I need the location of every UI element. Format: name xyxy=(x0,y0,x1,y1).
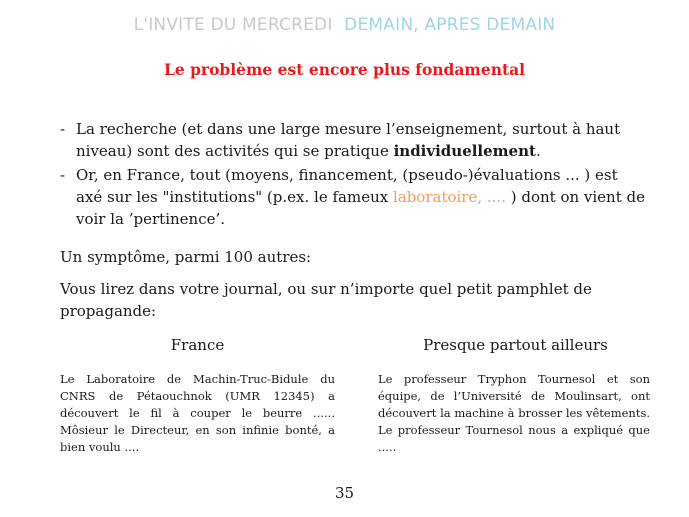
bullet-highlight: laboratoire, .... xyxy=(392,188,506,206)
bullet-text-end: ) dont on vient de voir la ’pertinence’. xyxy=(76,188,645,228)
bullet-item xyxy=(60,164,645,230)
column-title-france: France xyxy=(170,336,225,354)
header-right-label: DEMAIN, APRES DEMAIN xyxy=(344,15,556,35)
slide-header xyxy=(0,15,689,35)
bullet-text-end: . xyxy=(535,142,541,160)
page-number: 35 xyxy=(334,484,355,502)
column-title-elsewhere: Presque partout ailleurs xyxy=(423,336,608,354)
bullet-text: La recherche (et dans une large mesure l’enseignement, surtout à haut niveau) sont des activités qui se pratique xyxy=(76,120,621,160)
bullet-dash: - xyxy=(60,120,66,138)
column-text-france: Le Laboratoire de Machin-Truc-Bidule du CNRS de Pétaouchnok (UMR 12345) a découvert le fil à couper le beurre ...... Môsieur le Directeur, en son infinie bonté, a bien voulu .... xyxy=(60,372,335,454)
slide-title: Le problème est encore plus fondamental xyxy=(163,60,526,79)
bullet-emphasis: individuellement xyxy=(393,142,536,160)
bullet-item xyxy=(60,118,645,162)
bullet-text: Or, en France, tout (moyens, financement, (pseudo-)évaluations ... ) est axé sur les "institutions" (p.ex. le fameux xyxy=(76,166,618,206)
column-text-elsewhere: Le professeur Tryphon Tournesol et son équipe, de l’Université de Moulinsart, ont découvert la machine à brosser les vêtements. Le professeur Tournesol nous a expliqué que ..... xyxy=(378,372,650,454)
symptom-paragraph: Un symptôme, parmi 100 autres: xyxy=(60,248,312,266)
bullet-dash: - xyxy=(60,166,66,184)
bullet-list xyxy=(60,118,645,232)
header-left-label: L'INVITE DU MERCREDI xyxy=(133,15,333,35)
journal-paragraph: Vous lirez dans votre journal, ou sur n’importe quel petit pamphlet de propagande: xyxy=(60,280,592,320)
